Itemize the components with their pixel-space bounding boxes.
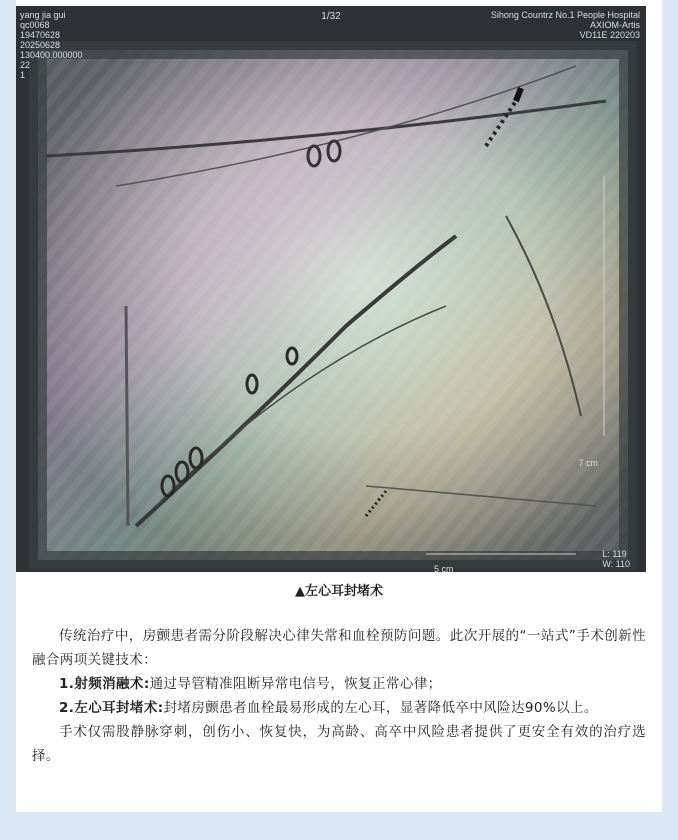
scale-label-right: 7 cm	[578, 458, 598, 468]
image-caption: ▲左心耳封堵术	[295, 584, 383, 599]
item-label: 1.射频消融术:	[59, 676, 150, 692]
paragraph-conclusion: 手术仅需股静脉穿刺，创伤小、恢复快，为高龄、高卒中风险患者提供了更安全有效的治疗选择。	[32, 724, 646, 764]
article-body	[32, 624, 646, 768]
fluoroscopy-image	[16, 6, 646, 572]
frame-counter: 1/32	[321, 11, 341, 22]
item-label: 2.左心耳封堵术:	[59, 700, 164, 716]
list-item-occlusion	[32, 696, 646, 720]
window-level-readout: L: 119 W: 110	[602, 549, 630, 569]
paragraph-intro: 传统治疗中，房颤患者需分阶段解决心律失常和血栓预防问题。此次开展的“一站式”手术创新性融合两项关键技术：	[32, 628, 646, 668]
hospital-info-overlay: Sihong Countrz No.1 People Hospital AXIOM-Artis VD11E 220203	[490, 10, 640, 40]
scale-label-bottom: 5 cm	[434, 564, 454, 572]
item-text: 通过导管精准阻断异常电信号，恢复正常心律；	[149, 676, 442, 692]
item-text: 封堵房颤患者血栓最易形成的左心耳，显著降低卒中风险达90%以上。	[163, 700, 598, 716]
list-item-ablation	[32, 672, 646, 696]
xray-illustration	[16, 6, 646, 572]
patient-info-overlay: yang jia gui qc0068 19470628 20250628 130400.000000 22 1	[20, 10, 83, 80]
